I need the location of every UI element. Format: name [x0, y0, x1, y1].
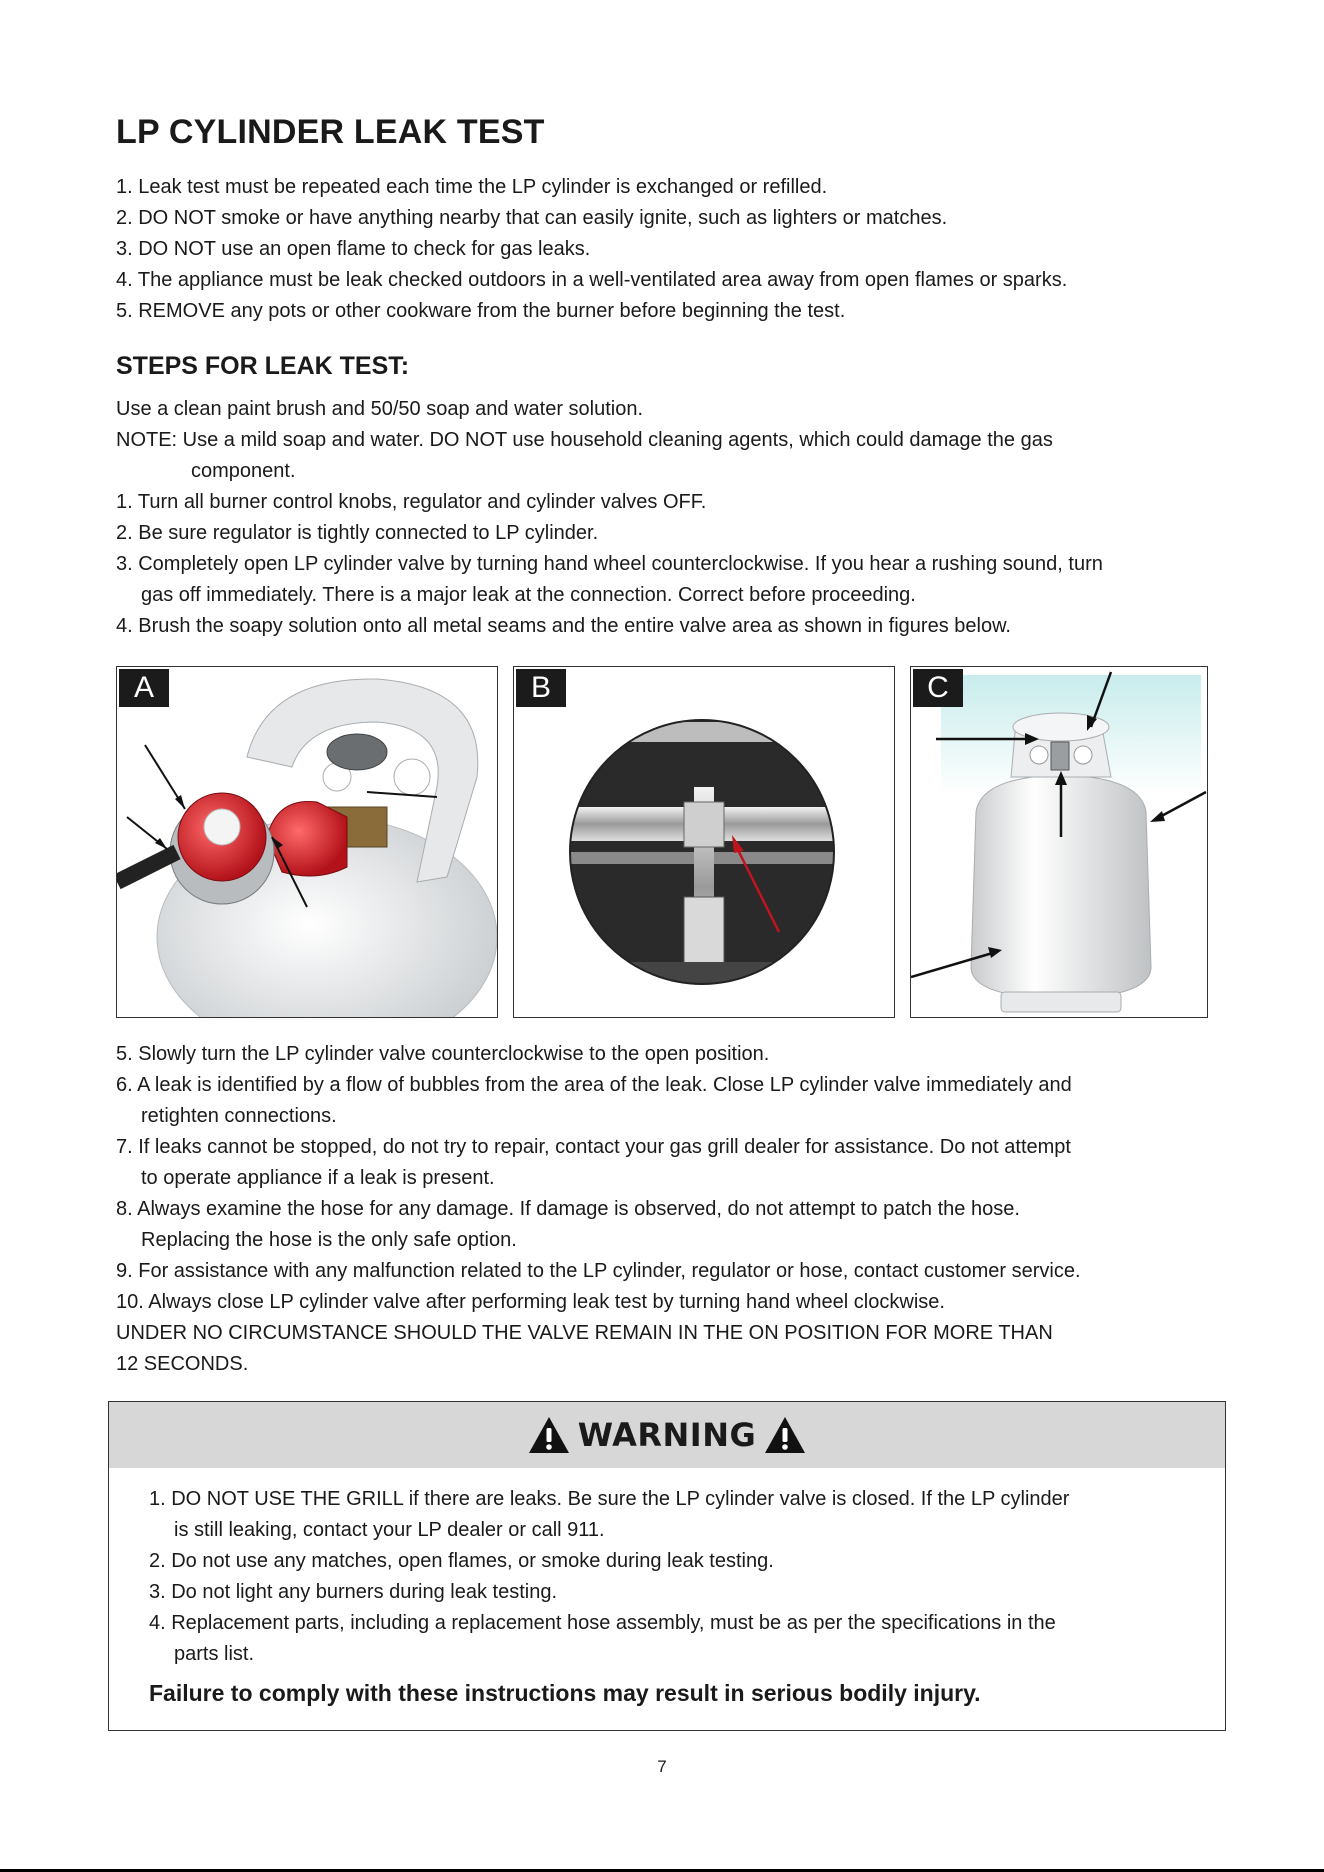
note-line-continued: component.	[191, 460, 296, 482]
warning-title: WARNING	[577, 1416, 757, 1454]
step-item-continued: to operate appliance if a leak is present.	[141, 1167, 495, 1189]
cylinder-illustration	[911, 667, 1208, 1018]
step-item-continued: gas off immediately. There is a major leak at the connection. Correct before proceeding.	[141, 584, 916, 606]
valve-closeup-illustration	[514, 667, 895, 1018]
warning-triangle-icon	[528, 1416, 570, 1454]
figure-label-a: A	[119, 669, 169, 707]
warning-item-continued: parts list.	[174, 1643, 255, 1665]
page-title: LP CYLINDER LEAK TEST	[116, 113, 545, 151]
figure-label-b: B	[516, 669, 566, 707]
steps-heading: STEPS FOR LEAK TEST:	[116, 352, 410, 380]
step-item: 6. A leak is identified by a flow of bubbles from the area of the leak. Close LP cylinder valve immediately and	[116, 1074, 1072, 1096]
figure-row	[116, 666, 1226, 1020]
note-line: NOTE: Use a mild soap and water. DO NOT use household cleaning agents, which could damage the gas	[116, 429, 1053, 451]
intro-item: 1. Leak test must be repeated each time the LP cylinder is exchanged or refilled.	[116, 176, 828, 198]
step-item: 9. For assistance with any malfunction related to the LP cylinder, regulator or hose, contact customer service.	[116, 1260, 1081, 1282]
step-item: 4. Brush the soapy solution onto all metal seams and the entire valve area as shown in figures below.	[116, 615, 1011, 637]
step-item: 5. Slowly turn the LP cylinder valve counterclockwise to the open position.	[116, 1043, 770, 1065]
warning-item: 2. Do not use any matches, open flames, or smoke during leak testing.	[149, 1550, 774, 1572]
warning-item: 4. Replacement parts, including a replacement hose assembly, must be as per the specifications in the	[149, 1612, 1056, 1634]
step-item: 1. Turn all burner control knobs, regulator and cylinder valves OFF.	[116, 491, 707, 513]
intro-item: 3. DO NOT use an open flame to check for gas leaks.	[116, 238, 591, 260]
warning-item: 3. Do not light any burners during leak testing.	[149, 1581, 558, 1603]
step-item: 8. Always examine the hose for any damage. If damage is observed, do not attempt to patch the hose.	[116, 1198, 1020, 1220]
caps-warning-line: 12 SECONDS.	[116, 1353, 249, 1375]
figure-a	[116, 666, 498, 1018]
caps-warning-line: UNDER NO CIRCUMSTANCE SHOULD THE VALVE REMAIN IN THE ON POSITION FOR MORE THAN	[116, 1322, 1053, 1344]
intro-item: 2. DO NOT smoke or have anything nearby that can easily ignite, such as lighters or matches.	[116, 207, 948, 229]
warning-triangle-icon	[764, 1416, 806, 1454]
page-number: 7	[657, 1757, 667, 1776]
intro-item: 4. The appliance must be leak checked outdoors in a well-ventilated area away from open flames or sparks.	[116, 269, 1068, 291]
intro-item: 5. REMOVE any pots or other cookware from the burner before beginning the test.	[116, 300, 846, 322]
warning-list	[149, 1484, 1069, 1670]
step-item: 3. Completely open LP cylinder valve by turning hand wheel counterclockwise. If you hear a rushing sound, turn	[116, 553, 1103, 575]
figure-label-c: C	[913, 669, 963, 707]
step-item-continued: retighten connections.	[141, 1105, 337, 1127]
step-item: 2. Be sure regulator is tightly connected to LP cylinder.	[116, 522, 599, 544]
warning-item-continued: is still leaking, contact your LP dealer or call 911.	[174, 1519, 605, 1541]
steps-list-continued	[116, 1039, 1081, 1380]
warning-final-statement: Failure to comply with these instructions may result in serious bodily injury.	[149, 1680, 981, 1706]
steps-list	[116, 394, 1103, 642]
figure-b	[513, 666, 895, 1018]
warning-item: 1. DO NOT USE THE GRILL if there are leaks. Be sure the LP cylinder valve is closed. If the LP cylinder	[149, 1488, 1070, 1510]
steps-intro: Use a clean paint brush and 50/50 soap and water solution.	[116, 398, 644, 420]
step-item: 10. Always close LP cylinder valve after performing leak test by turning hand wheel clockwise.	[116, 1291, 945, 1313]
step-item: 7. If leaks cannot be stopped, do not try to repair, contact your gas grill dealer for assistance. Do not attempt	[116, 1136, 1071, 1158]
regulator-cylinder-illustration	[117, 667, 498, 1018]
warning-box	[108, 1401, 1226, 1731]
step-item-continued: Replacing the hose is the only safe option.	[141, 1229, 517, 1251]
warning-header	[109, 1402, 1225, 1468]
intro-list	[116, 172, 1067, 327]
figure-c	[910, 666, 1208, 1018]
